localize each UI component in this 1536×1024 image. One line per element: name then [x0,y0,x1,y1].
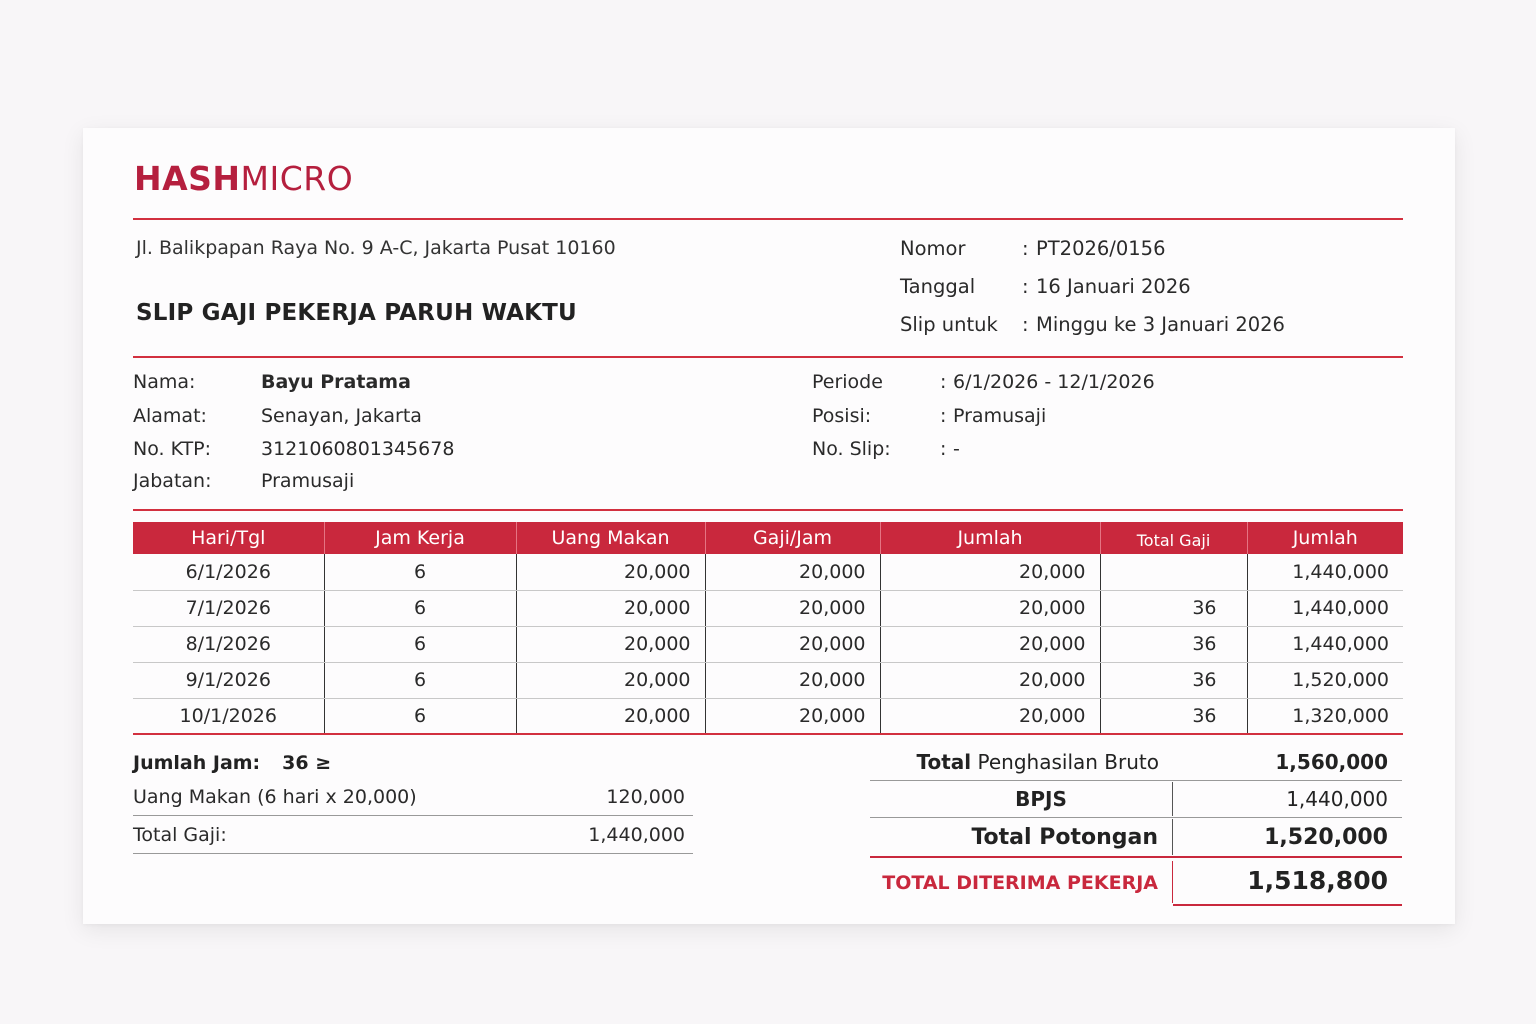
cell-total: 1,440,000 [1247,590,1403,626]
cell-amount: 20,000 [880,698,1100,734]
summary-left [133,748,693,854]
total-hours-value: 36 ≥ [282,752,332,774]
employee-ktp [133,438,454,460]
cell-total-hours: 36 [1100,590,1247,626]
field-value: 6/1/2026 - 12/1/2026 [953,371,1155,393]
cell-meal: 20,000 [516,554,705,590]
cell-total: 1,320,000 [1247,698,1403,734]
meal-allowance-line [133,778,693,816]
summary-right [870,744,1402,906]
employee-jabatan [133,470,354,492]
meta-label: Nomor [900,237,966,260]
cell-amount: 20,000 [880,590,1100,626]
meta-value: 16 Januari 2026 [1036,275,1191,298]
hashmicro-logo [134,159,353,198]
cell-hours: 6 [324,698,516,734]
gross-income-label-rest: Penghasilan Bruto [971,750,1159,774]
cell-total-hours: 36 [1100,698,1247,734]
cell-rate: 20,000 [705,626,880,662]
field-label: Jabatan: [133,470,212,492]
table-row [133,626,1403,662]
employee-no-slip [812,438,960,460]
cell-total-hours: 36 [1100,662,1247,698]
meal-allowance-value: 120,000 [606,785,685,808]
net-pay-label: TOTAL DITERIMA PEKERJA [870,861,1173,903]
total-salary-line [133,816,693,854]
cell-total: 1,440,000 [1247,626,1403,662]
field-value: Pramusaji [261,470,355,492]
total-deduction-row [870,818,1402,858]
colon: : [940,438,947,460]
employee-posisi [812,405,1046,427]
cell-total-hours [1100,554,1247,590]
col-header-jumlah: Jumlah [880,522,1100,554]
field-value: Pramusaji [953,405,1047,427]
header-divider [133,218,1403,220]
cell-amount: 20,000 [880,662,1100,698]
cell-rate: 20,000 [705,662,880,698]
colon: : [1022,237,1029,260]
company-address: Jl. Balikpapan Raya No. 9 A-C, Jakarta Pusat 10160 [136,237,616,259]
document-title: SLIP GAJI PEKERJA PARUH WAKTU [136,300,577,326]
table-row [133,698,1403,734]
cell-rate: 20,000 [705,590,880,626]
field-label: Posisi: [812,405,872,427]
cell-date: 6/1/2026 [133,554,324,590]
cell-meal: 20,000 [516,626,705,662]
colon: : [1022,313,1029,336]
cell-hours: 6 [324,590,516,626]
total-deduction-value: 1,520,000 [1264,824,1388,850]
field-value: 3121060801345678 [261,438,455,460]
employee-name [133,371,411,393]
col-header-jam-kerja: Jam Kerja [324,522,516,554]
cell-total-hours: 36 [1100,626,1247,662]
cell-date: 7/1/2026 [133,590,324,626]
employee-periode [812,371,1155,393]
colon: : [1022,275,1029,298]
cell-amount: 20,000 [880,626,1100,662]
meta-slip-untuk [900,313,1285,336]
total-salary-label: Total Gaji: [133,823,227,846]
cell-hours: 6 [324,662,516,698]
cell-rate: 20,000 [705,554,880,590]
col-header-total-gaji: Total Gaji [1100,522,1247,554]
net-pay-row [870,858,1402,906]
cell-date: 9/1/2026 [133,662,324,698]
logo-bold-text: HASH [134,159,241,198]
cell-meal: 20,000 [516,662,705,698]
logo-light-text: MICRO [240,159,354,198]
gross-income-row [870,744,1402,781]
colon: : [940,371,947,393]
field-label: No. Slip: [812,438,891,460]
meta-tanggal [900,275,1191,298]
employee-address [133,405,422,427]
total-salary-value: 1,440,000 [588,823,685,846]
gross-income-label-bold: Total [916,750,972,774]
cell-total: 1,440,000 [1247,554,1403,590]
field-value: Senayan, Jakarta [261,405,422,427]
cell-meal: 20,000 [516,698,705,734]
payslip-card [83,128,1455,924]
cell-hours: 6 [324,626,516,662]
table-header-row [133,522,1403,554]
bpjs-value: 1,440,000 [1286,787,1388,811]
timesheet-table [133,522,1403,735]
cell-total: 1,520,000 [1247,662,1403,698]
meta-value: PT2026/0156 [1036,237,1166,260]
cell-date: 8/1/2026 [133,626,324,662]
section-divider [133,356,1403,358]
table-row [133,662,1403,698]
cell-hours: 6 [324,554,516,590]
cell-date: 10/1/2026 [133,698,324,734]
col-header-gaji-jam: Gaji/Jam [705,522,880,554]
gross-income-label [870,750,1173,774]
col-header-hari-tgl: Hari/Tgl [133,522,324,554]
field-value: - [953,438,960,460]
cell-amount: 20,000 [880,554,1100,590]
col-header-jumlah-total: Jumlah [1247,522,1403,554]
section-divider [133,509,1403,511]
meta-nomor [900,237,1166,260]
meta-value: Minggu ke 3 Januari 2026 [1036,313,1285,336]
table-row [133,590,1403,626]
meal-allowance-label: Uang Makan (6 hari x 20,000) [133,785,417,808]
cell-meal: 20,000 [516,590,705,626]
col-header-uang-makan: Uang Makan [516,522,705,554]
net-pay-value: 1,518,800 [1173,858,1402,906]
field-label: Alamat: [133,405,207,427]
meta-label: Slip untuk [900,313,998,336]
field-value: Bayu Pratama [261,371,411,393]
total-hours-label: Jumlah Jam: [133,752,261,774]
bpjs-row [870,781,1402,818]
total-deduction-label: Total Potongan [870,819,1173,855]
total-hours [133,748,693,778]
field-label: Periode [812,371,883,393]
table-row [133,554,1403,590]
cell-rate: 20,000 [705,698,880,734]
meta-label: Tanggal [900,275,976,298]
field-label: No. KTP: [133,438,212,460]
gross-income-value: 1,560,000 [1275,750,1388,774]
bpjs-label: BPJS [870,782,1173,816]
field-label: Nama: [133,371,196,393]
colon: : [940,405,947,427]
